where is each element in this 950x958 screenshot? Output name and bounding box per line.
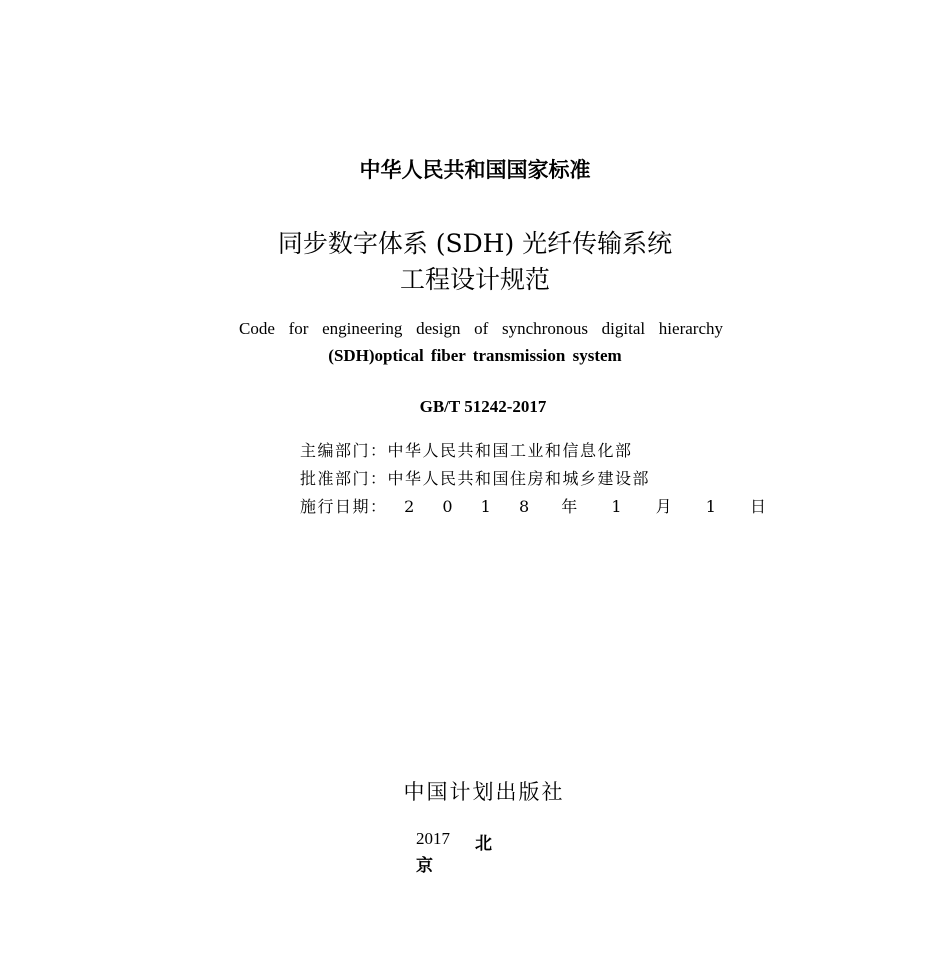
english-title-line1: Code for engineering design of synchronous digital hierarchy bbox=[239, 319, 723, 338]
date-digit: 2 bbox=[404, 497, 416, 516]
series-title: 中华人民共和国国家标准 bbox=[359, 158, 591, 182]
date-digit: 8 bbox=[518, 497, 531, 516]
document-title-line2: 工程设计规范 bbox=[399, 265, 550, 294]
date-unit-month: 月 bbox=[655, 497, 674, 516]
date-digit: 1 bbox=[480, 497, 493, 516]
effective-date-label: 施行日期： bbox=[300, 497, 388, 516]
approving-department: 批准部门：中华人民共和国住房和城乡建设部 bbox=[300, 469, 651, 488]
date-unit-day: 日 bbox=[750, 497, 768, 516]
english-title-line2: (SDH)optical fiber transmission system bbox=[328, 346, 622, 365]
date-digit: 1 bbox=[611, 497, 624, 516]
date-unit-year: 年 bbox=[561, 497, 579, 516]
document-title-line1: 同步数字体系 (SDH) 光纤传输系统 bbox=[277, 229, 673, 258]
editor-department: 主编部门：中华人民共和国工业和信息化部 bbox=[300, 441, 633, 460]
date-digit: 0 bbox=[442, 497, 455, 516]
publication-city-char2: 京 bbox=[416, 856, 433, 876]
standard-number: GB/T 51242-2017 bbox=[419, 397, 547, 416]
publisher-name: 中国计划出版社 bbox=[403, 780, 565, 804]
date-digit: 1 bbox=[705, 497, 718, 516]
publication-city-char1: 北 bbox=[475, 834, 492, 854]
publication-year: 2017 bbox=[416, 829, 450, 848]
effective-date bbox=[300, 494, 768, 517]
